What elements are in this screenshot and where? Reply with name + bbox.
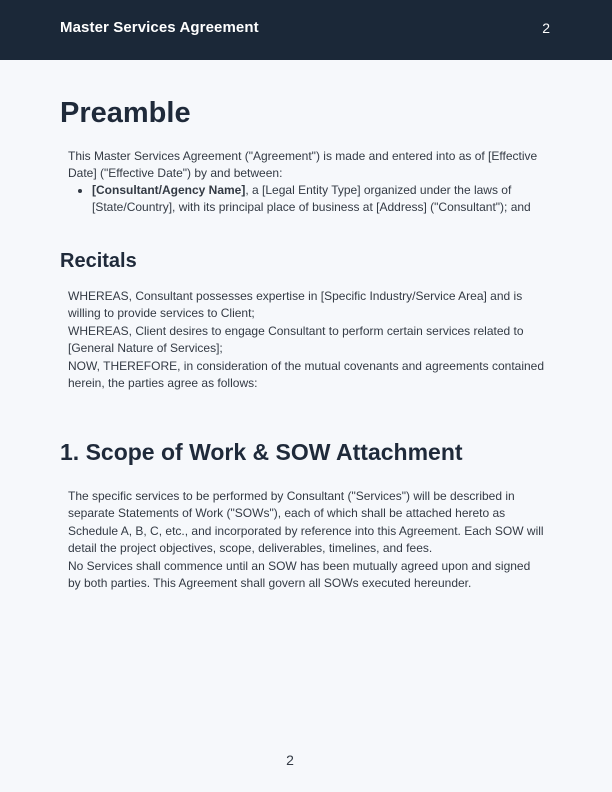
preamble-intro-text: This Master Services Agreement ("Agreement") is made and entered into as of [Effective Date] ("Effective Date") by and between:	[68, 149, 538, 181]
section-1-paragraph: No Services shall commence until an SOW has been mutually agreed upon and signed by both parties. This Agreement shall govern all SOWs executed hereunder.	[68, 558, 531, 591]
recital-line: WHEREAS, Client desires to engage Consultant to perform certain services related to [General Nature of Services];	[68, 323, 524, 356]
recitals-body	[68, 288, 546, 392]
section-1-paragraph: The specific services to be performed by Consultant ("Services") will be described in separate Statements of Work ("SOWs"), each of which shall be attached hereto as Schedule A, B, C, etc., and incorporated by reference into this Agreement. Each SOW will detail the project objectives, scope, deliverables, timelines, and fees.	[68, 489, 544, 556]
recital-line: NOW, THEREFORE, in consideration of the mutual covenants and agreements contained herein, the parties agree as follows:	[68, 358, 545, 391]
section-1-body	[68, 488, 546, 592]
page-header	[0, 0, 612, 60]
footer-page-number: 2	[286, 752, 294, 768]
party-item	[92, 182, 550, 217]
recitals-heading: Recitals	[60, 250, 137, 272]
parties-list	[68, 182, 550, 217]
preamble-heading: Preamble	[60, 97, 191, 129]
recital-line: WHEREAS, Consultant possesses expertise in [Specific Industry/Service Area] and is willing to provide services to Client;	[68, 289, 523, 321]
header-page-number: 2	[542, 20, 550, 36]
preamble-intro	[68, 148, 546, 183]
party-name: [Consultant/Agency Name]	[92, 183, 246, 197]
section-1-heading: 1. Scope of Work & SOW Attachment	[60, 439, 463, 465]
party-description: , a [Legal Entity Type] organized under the laws of [State/Country], with its principal place of business at [Address] ("Consultant"); and	[92, 183, 531, 215]
document-title: Master Services Agreement	[60, 19, 259, 36]
